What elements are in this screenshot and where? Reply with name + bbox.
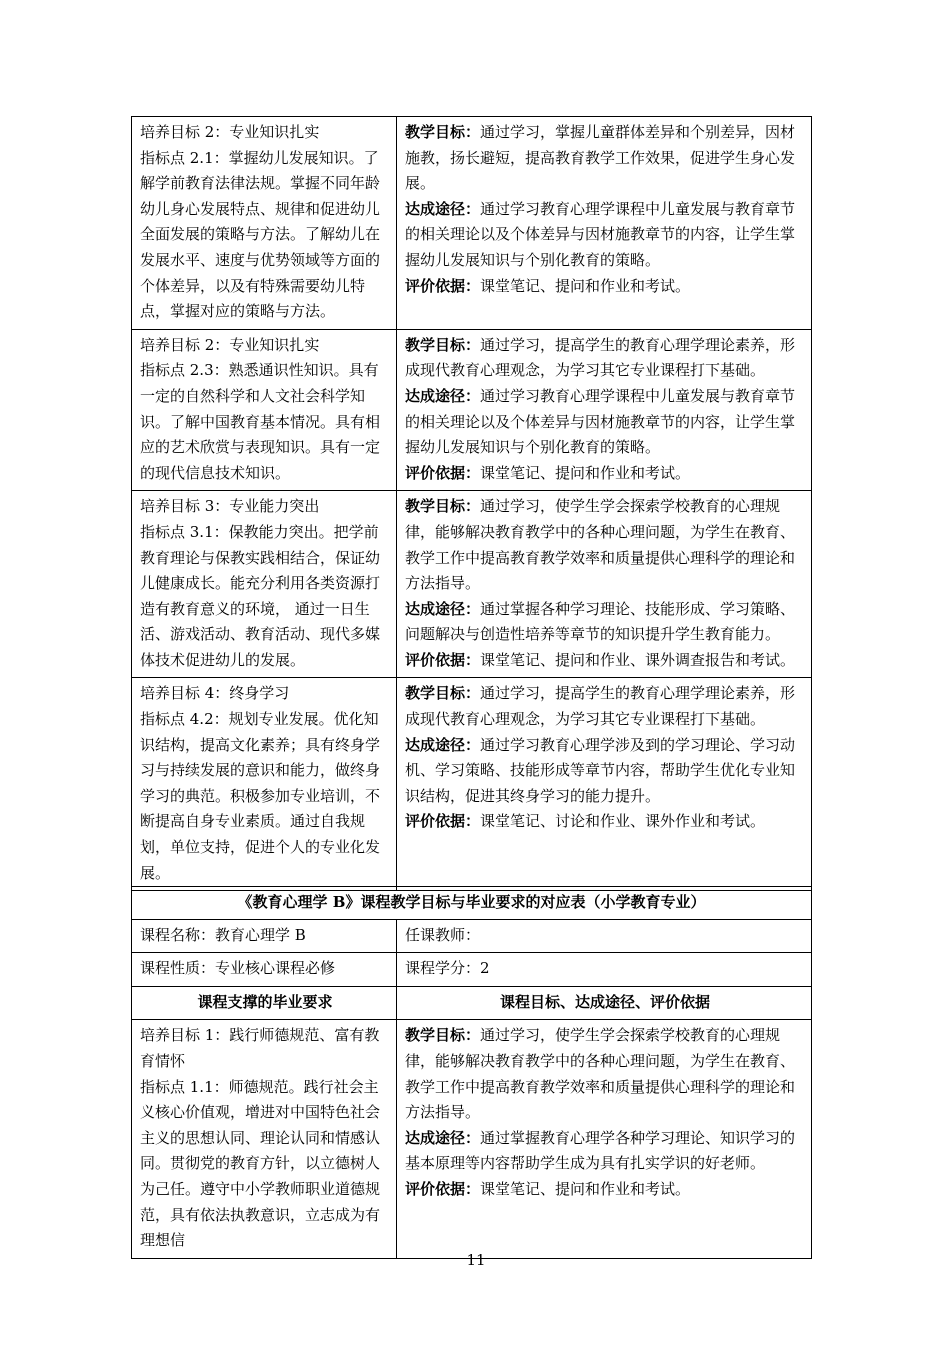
evaluation-basis-label: 评价依据： (405, 650, 481, 669)
training-goal-text: 培养目标 2：专业知识扎实 (140, 123, 320, 141)
training-goal-text: 培养目标 4：终身学习 (140, 684, 290, 703)
course-credits: 课程学分：2 (397, 953, 812, 987)
course-mapping-table-continued (131, 116, 812, 891)
table-row (132, 678, 812, 891)
achievement-path (405, 384, 805, 461)
teaching-objective-text: 通过学习，提高学生的教育心理学理论素养，形成现代教育心理观念，为学习其它专业课程打下基础。 (405, 684, 796, 729)
teaching-objective (405, 120, 805, 197)
column-header-objectives: 课程目标、达成途径、评价依据 (397, 986, 812, 1020)
teaching-objective (405, 333, 805, 384)
evaluation-basis-label: 评价依据： (405, 812, 481, 831)
achievement-path (405, 597, 805, 648)
course-objective-cell (397, 678, 812, 891)
achievement-path-label: 达成途径： (405, 735, 481, 754)
evaluation-basis (405, 648, 805, 674)
page-number: 11 (466, 1251, 486, 1269)
teaching-objective-label: 教学目标： (405, 497, 481, 516)
evaluation-basis-text: 课堂笔记、提问和作业和考试。 (480, 276, 691, 295)
course-objective-cell (397, 491, 812, 678)
table-header-row (132, 986, 812, 1020)
evaluation-basis-label: 评价依据： (405, 1179, 481, 1198)
teaching-objective-label: 教学目标： (405, 335, 481, 354)
table-row (132, 953, 812, 987)
achievement-path-label: 达成途径： (405, 386, 481, 405)
indicator-point-text: 指标点 4.2：规划专业发展。优化知识结构，提高文化素养；具有终身学习与持续发展的意识和能力，做终身学习的典范。积极参加专业培训，不断提高自身专业素质。通过自我规划，单位支持，促进个人的专业化发展。 (140, 710, 381, 882)
indicator-point-text: 指标点 2.3：熟悉通识性知识。具有一定的自然科学和人文社会科学知识。了解中国教育基本情况。具有相应的艺术欣赏与表现知识。具有一定的现代信息技术知识。 (140, 361, 381, 482)
achievement-path-text: 通过掌握教育心理学各种学习理论、知识学习的基本原理等内容帮助学生成为具有扎实学识的好老师。 (405, 1128, 796, 1173)
teaching-objective-text: 通过学习，提高学生的教育心理学理论素养，形成现代教育心理观念，为学习其它专业课程打下基础。 (405, 335, 796, 380)
indicator-point-text: 指标点 3.1：保教能力突出。把学前教育理论与保教实践相结合，保证幼儿健康成长。能充分利用各类资源打造有教育意义的环境， 通过一日生活、游戏活动、教育活动、现代多媒体技术促进幼儿的发展。 (140, 522, 381, 669)
achievement-path (405, 197, 805, 274)
graduation-requirement-cell (132, 1020, 397, 1258)
column-header-requirements: 课程支撑的毕业要求 (132, 986, 397, 1020)
teaching-objective-text: 通过学习，使学生学会探索学校教育的心理规律，能够解决教育教学中的各种心理问题，为学生在教育、教学工作中提高教育教学效率和质量提供心理科学的理论和方法指导。 (405, 1026, 796, 1122)
table-row (132, 491, 812, 678)
achievement-path-label: 达成途径： (405, 199, 481, 218)
graduation-requirement-cell (132, 678, 397, 891)
table-title: 《教育心理学 B》课程教学目标与毕业要求的对应表（小学教育专业） (132, 887, 812, 920)
graduation-requirement-cell (132, 117, 397, 330)
evaluation-basis (405, 809, 805, 835)
graduation-requirement-cell (132, 329, 397, 491)
teaching-objective-label: 教学目标： (405, 123, 481, 141)
course-objective-cell (397, 1020, 812, 1258)
teaching-objective-text: 通过学习，使学生学会探索学校教育的心理规律，能够解决教育教学中的各种心理问题，为学生在教育、教学工作中提高教育教学效率和质量提供心理科学的理论和方法指导。 (405, 497, 796, 593)
achievement-path-text: 通过掌握各种学习理论、技能形成、学习策略、问题解决与创造性培养等章节的知识提升学生教育能力。 (405, 599, 796, 644)
table-row (132, 329, 812, 491)
teaching-objective (405, 1023, 805, 1125)
training-goal-text: 培养目标 3：专业能力突出 (140, 497, 320, 516)
achievement-path (405, 1126, 805, 1177)
course-objective-cell (397, 329, 812, 491)
course-name: 课程名称：教育心理学 B (132, 919, 397, 953)
table-row (132, 1020, 812, 1258)
training-goal-text: 培养目标 1：践行师德规范、富有教育情怀 (140, 1026, 380, 1070)
evaluation-basis-text: 课堂笔记、提问和作业、课外调查报告和考试。 (480, 650, 796, 669)
table-title-row (132, 887, 812, 920)
achievement-path-label: 达成途径： (405, 1128, 481, 1147)
achievement-path-text: 通过学习教育心理学涉及到的学习理论、学习动机、学习策略、技能形成等章节内容，帮助学生优化专业知识结构，促进其终身学习的能力提升。 (405, 735, 796, 805)
indicator-point-text: 指标点 1.1：师德规范。践行社会主义核心价值观，增进对中国特色社会主义的思想认同、理论认同和情感认同。贯彻党的教育方针，以立德树人为己任。遵守中小学教师职业道德规范，具有依法执教意识，立志成为有理想信 (140, 1077, 381, 1250)
table-row (132, 117, 812, 330)
teaching-objective-text: 通过学习，掌握儿童群体差异和个别差异，因材施教，扬长避短，提高教育教学工作效果，促进学生身心发展。 (405, 123, 796, 193)
indicator-point-text: 指标点 2.1：掌握幼儿发展知识。了解学前教育法律法规。掌握不同年龄幼儿身心发展特点、规律和促进幼儿全面发展的策略与方法。了解幼儿在发展水平、速度与优势领域等方面的个体差异，以及有特殊需要幼儿特点，掌握对应的策略与方法。 (140, 148, 381, 321)
evaluation-basis (405, 274, 805, 300)
achievement-path (405, 733, 805, 810)
teaching-objective (405, 494, 805, 596)
evaluation-basis-text: 课堂笔记、提问和作业和考试。 (480, 1179, 691, 1198)
evaluation-basis-label: 评价依据： (405, 463, 481, 482)
evaluation-basis (405, 461, 805, 487)
achievement-path-label: 达成途径： (405, 599, 481, 618)
table-row (132, 919, 812, 953)
course-objective-cell (397, 117, 812, 330)
teaching-objective-label: 教学目标： (405, 1026, 481, 1045)
evaluation-basis-label: 评价依据： (405, 276, 481, 295)
training-goal-text: 培养目标 2：专业知识扎实 (140, 335, 320, 354)
graduation-requirement-cell (132, 491, 397, 678)
achievement-path-text: 通过学习教育心理学课程中儿童发展与教育章节的相关理论以及个体差异与因材施教章节的内容，让学生掌握幼儿发展知识与个别化教育的策略。 (405, 386, 796, 457)
course-type: 课程性质：专业核心课程必修 (132, 953, 397, 987)
evaluation-basis-text: 课堂笔记、提问和作业和考试。 (480, 463, 691, 482)
teaching-objective (405, 681, 805, 732)
evaluation-basis-text: 课堂笔记、讨论和作业、课外作业和考试。 (480, 812, 766, 831)
teaching-objective-label: 教学目标： (405, 684, 481, 703)
course-teacher: 任课教师： (397, 919, 812, 953)
primary-education-mapping-table (131, 886, 812, 1259)
evaluation-basis (405, 1177, 805, 1203)
achievement-path-text: 通过学习教育心理学课程中儿童发展与教育章节的相关理论以及个体差异与因材施教章节的内容，让学生掌握幼儿发展知识与个别化教育的策略。 (405, 199, 796, 269)
